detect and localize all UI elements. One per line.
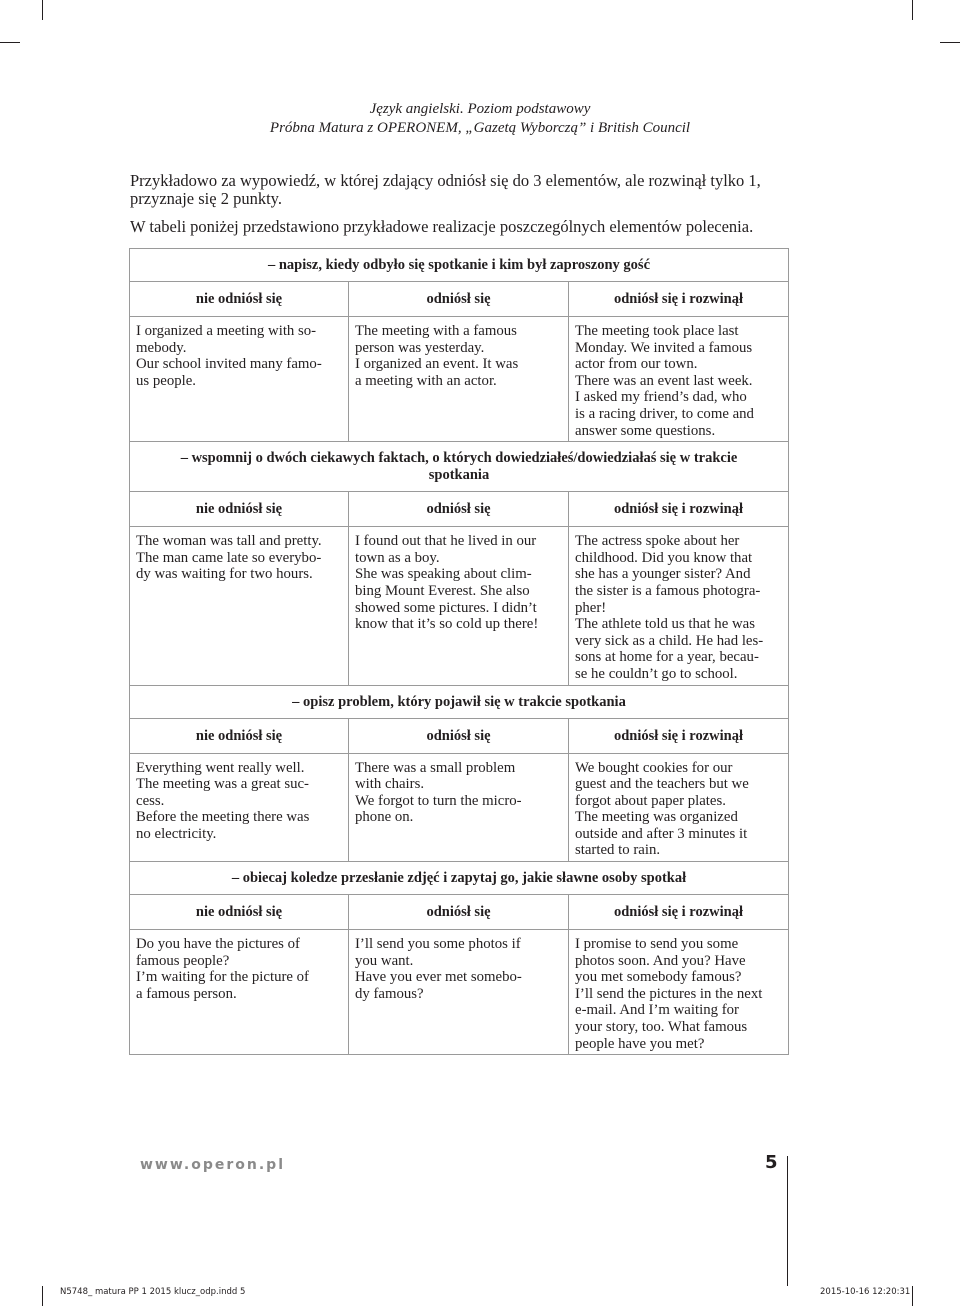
answer-line: photos soon. And you? Have — [575, 952, 746, 969]
answer-line: pher! — [575, 599, 607, 616]
instruction-row — [130, 862, 789, 895]
example-answer-cell — [130, 930, 349, 1055]
example-answer-cell — [349, 930, 569, 1055]
instruction-row — [130, 249, 789, 282]
answer-line: the sister is a famous photogra- — [575, 582, 761, 599]
answer-line: phone on. — [355, 809, 414, 826]
answer-line: bing Mount Everest. She also — [355, 582, 530, 599]
column-header: odniósł się — [349, 718, 569, 753]
answer-line: e-mail. And I’m waiting for — [575, 1002, 739, 1019]
example-answer-cell — [130, 753, 349, 862]
answer-line: We forgot to turn the micro- — [355, 792, 522, 809]
crop-mark — [42, 0, 43, 20]
answer-line: with chairs. — [355, 776, 425, 793]
column-header: odniósł się i rozwinął — [569, 282, 789, 317]
column-header: odniósł się i rozwinął — [569, 895, 789, 930]
answer-line: There was an event last week. — [575, 372, 753, 389]
answer-line: a famous person. — [136, 985, 237, 1002]
answer-line: She was speaking about clim- — [355, 566, 532, 583]
task-instruction: – opisz problem, który pojawił się w trakcie spotkania — [130, 685, 789, 718]
rubric-table — [129, 248, 789, 1055]
column-header: odniósł się i rozwinął — [569, 492, 789, 527]
answer-line: Everything went really well. — [136, 759, 305, 776]
example-answer-cell — [569, 527, 789, 685]
column-header: odniósł się — [349, 282, 569, 317]
answer-line: The actress spoke about her — [575, 533, 740, 550]
answer-line: famous people? — [136, 952, 230, 969]
answer-line: The meeting was a great suc- — [136, 776, 309, 793]
column-header: nie odniósł się — [130, 895, 349, 930]
column-header: odniósł się i rozwinął — [569, 718, 789, 753]
page-number-rule — [787, 1156, 788, 1286]
intro-paragraph-2: W tabeli poniżej przedstawiono przykładowe realizacje poszczególnych elementów polecenia. — [130, 217, 754, 236]
rubric-table-body — [130, 249, 789, 1055]
answer-line: Before the meeting there was — [136, 809, 310, 826]
example-answer-row — [130, 527, 789, 685]
answer-line: you met somebody famous? — [575, 969, 742, 986]
example-answer-cell — [349, 317, 569, 442]
answer-line: The man came late so everybo- — [136, 549, 322, 566]
example-answer-row — [130, 753, 789, 862]
column-header-row — [130, 492, 789, 527]
column-header-row — [130, 895, 789, 930]
answer-line: dy famous? — [355, 985, 424, 1002]
answer-line: answer some questions. — [575, 422, 716, 439]
answer-line: person was yesterday. — [355, 339, 485, 356]
answer-line: town as a boy. — [355, 549, 440, 566]
answer-line: childhood. Did you know that — [575, 549, 753, 566]
answer-line: Do you have the pictures of — [136, 936, 300, 953]
answer-line: se he couldn’t go to school. — [575, 665, 738, 682]
answer-line: started to rain. — [575, 842, 661, 859]
answer-line: guest and the teachers but we — [575, 776, 749, 793]
task-instruction: – napisz, kiedy odbyło się spotkanie i kim był zaproszony gość — [130, 249, 789, 282]
column-header: nie odniósł się — [130, 282, 349, 317]
task-instruction: – obiecaj koledze przesłanie zdjęć i zapytaj go, jakie sławne osoby spotkał — [130, 862, 789, 895]
answer-line: she has a younger sister? And — [575, 566, 751, 583]
example-answer-row — [130, 317, 789, 442]
print-timestamp: 2015-10-16 12:20:31 — [820, 1287, 911, 1297]
example-answer-cell — [349, 753, 569, 862]
column-header-row — [130, 282, 789, 317]
website-link[interactable]: www.operon.pl — [140, 1157, 285, 1173]
crop-mark — [912, 1286, 913, 1306]
answer-line: dy was waiting for two hours. — [136, 566, 313, 583]
answer-line: I asked my friend’s dad, who — [575, 389, 747, 406]
answer-line: a meeting with an actor. — [355, 372, 497, 389]
example-answer-cell — [130, 527, 349, 685]
answer-line: showed some pictures. I didn’t — [355, 599, 537, 616]
column-header: odniósł się — [349, 895, 569, 930]
answer-line: The meeting was organized — [575, 809, 738, 826]
intro-paragraph-1: Przykładowo za wypowiedź, w której zdający odniósł się do 3 elementów, ale rozwinął tylko 1, przyznaje się 2 punkty. — [130, 171, 761, 208]
answer-line: forgot about paper plates. — [575, 792, 726, 809]
column-header: nie odniósł się — [130, 492, 349, 527]
answer-line: Have you ever met somebo- — [355, 969, 522, 986]
instruction-row — [130, 442, 789, 492]
page-number: 5 — [765, 1152, 778, 1173]
example-answer-row — [130, 930, 789, 1055]
example-answer-cell — [569, 930, 789, 1055]
answer-line: The meeting took place last — [575, 323, 739, 339]
file-slug: N5748_ matura PP 1 2015 klucz_odp.indd 5 — [60, 1287, 246, 1297]
column-header: odniósł się — [349, 492, 569, 527]
answer-line: Monday. We invited a famous — [575, 339, 753, 356]
example-answer-cell — [569, 753, 789, 862]
answer-line: very sick as a child. He had les- — [575, 632, 764, 649]
answer-line: cess. — [136, 792, 165, 809]
crop-mark — [940, 42, 960, 43]
running-header — [0, 100, 960, 138]
answer-line: I’ll send the pictures in the next — [575, 985, 763, 1002]
example-answer-cell — [130, 317, 349, 442]
example-answer-cell — [349, 527, 569, 685]
answer-line: I’ll send you some photos if — [355, 936, 521, 953]
answer-line: I organized an event. It was — [355, 356, 519, 373]
answer-line: you want. — [355, 952, 414, 969]
answer-line: us people. — [136, 372, 196, 389]
answer-line: sons at home for a year, becau- — [575, 649, 759, 666]
answer-line: The athlete told us that he was — [575, 616, 755, 633]
crop-mark — [42, 1286, 43, 1306]
answer-line: Our school invited many famo- — [136, 356, 322, 373]
answer-line: outside and after 3 minutes it — [575, 825, 748, 842]
answer-line: your story, too. What famous — [575, 1019, 748, 1036]
answer-line: people have you met? — [575, 1035, 705, 1052]
answer-line: actor from our town. — [575, 356, 698, 373]
task-instruction: – wspomnij o dwóch ciekawych faktach, o których dowiedziałeś/dowiedziałaś się w trakcie spotkania — [130, 442, 789, 492]
answer-line: I found out that he lived in our — [355, 533, 537, 550]
answer-line: We bought cookies for our — [575, 759, 733, 776]
instruction-row — [130, 685, 789, 718]
column-header-row — [130, 718, 789, 753]
crop-mark — [912, 0, 913, 20]
crop-mark — [0, 42, 20, 43]
answer-line: There was a small problem — [355, 759, 516, 776]
answer-line: I’m waiting for the picture of — [136, 969, 309, 986]
answer-line: know that it’s so cold up there! — [355, 616, 539, 633]
column-header: nie odniósł się — [130, 718, 349, 753]
answer-line: I promise to send you some — [575, 936, 739, 953]
answer-line: mebody. — [136, 339, 187, 356]
answer-line: The meeting with a famous — [355, 323, 517, 339]
answer-line: The woman was tall and pretty. — [136, 533, 322, 550]
answer-line: I organized a meeting with so- — [136, 323, 317, 339]
header-exam-title: Próbna Matura z OPERONEM, „Gazetą Wyborczą” i British Council — [269, 120, 691, 136]
answer-line: is a racing driver, to come and — [575, 405, 754, 422]
header-subject: Język angielski. Poziom podstawowy — [369, 101, 591, 117]
example-answer-cell — [569, 317, 789, 442]
answer-line: no electricity. — [136, 825, 217, 842]
